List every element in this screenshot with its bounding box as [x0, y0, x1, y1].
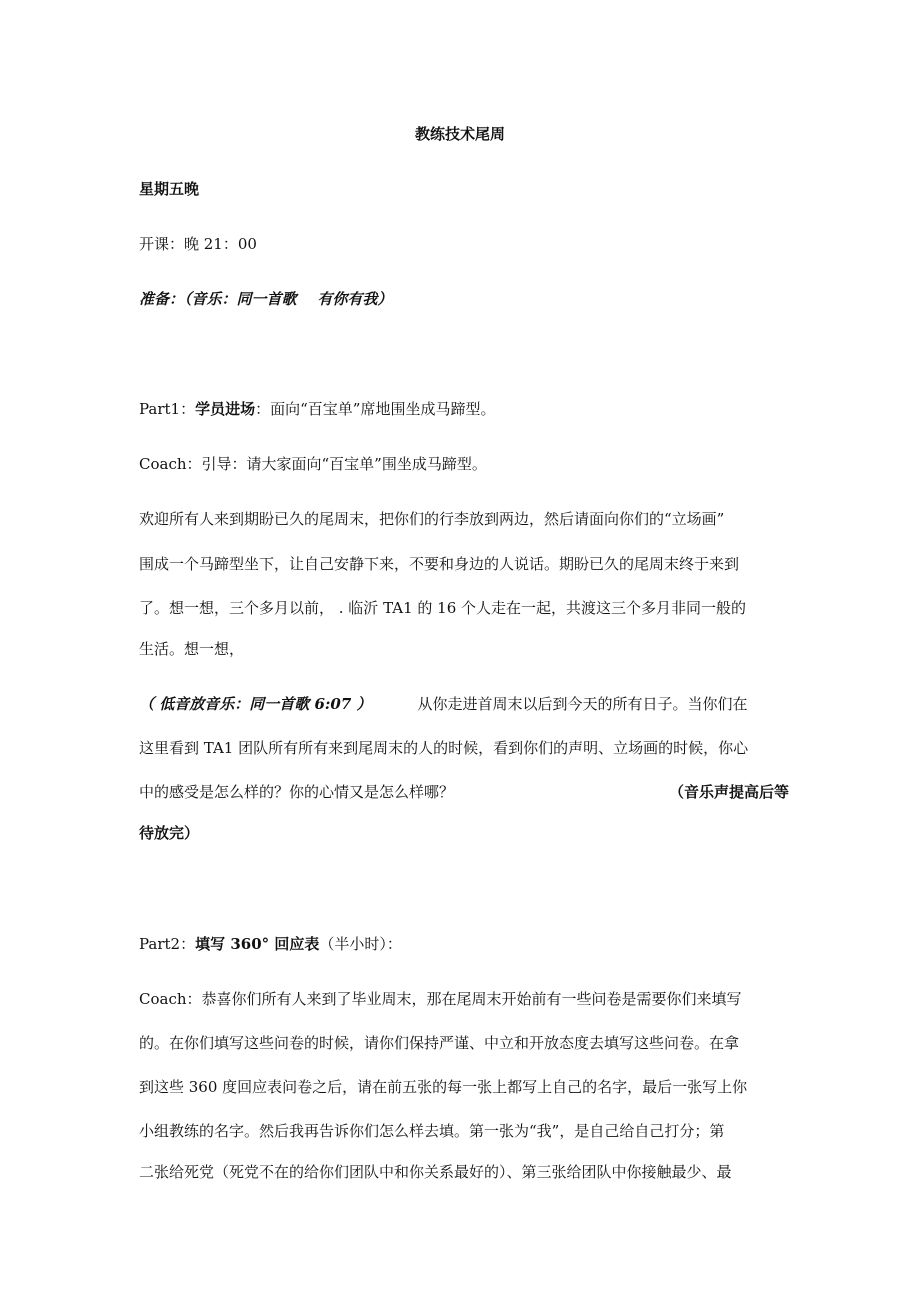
part1-heading	[139, 399, 789, 419]
part2-paragraph-line: 二张给死党（死党不在的给你们团队中和你关系最好的）、第三张给团队中你接触最少、最	[139, 1163, 732, 1181]
part1-coach-line: Coach：引导：请大家面向“百宝单”围坐成马蹄型。	[139, 455, 487, 473]
day-heading: 星期五晚	[139, 180, 200, 198]
part1-label: 学员进场	[195, 400, 256, 418]
music-line-text: 从你走进首周末以后到今天的所有日子。当你们在	[417, 695, 748, 713]
part1-paragraph-line: 了。想一想，三个多月以前， . 临沂 TA1 的 16 个人走在一起，共渡这三个多月非同一般的	[139, 599, 747, 617]
music-note: （音乐声提高后等	[668, 783, 789, 801]
part2-prefix: Part2：	[139, 935, 196, 953]
part2-paragraph-line: 的。在你们填写这些问卷的时候，请你们保持严谨、中立和开放态度去填写这些问卷。在拿	[139, 1034, 740, 1052]
part2-paragraph-line: Coach：恭喜你们所有人来到了毕业周末，那在尾周末开始前有一些问卷是需要你们来填写	[139, 990, 742, 1008]
music-question: 中的感受是怎么样的？你的心情又是怎么样哪？	[139, 783, 455, 801]
part2-paragraph-line: 到这些 360 度回应表问卷之后，请在前五张的每一张上都写上自己的名字，最后一张写上你	[139, 1078, 748, 1096]
paragraph-text: 欢迎所有人来到期盼已久的尾周末，把你们的行李放到两边，然后请面向你们的“立场画”	[139, 510, 725, 528]
music-note-continued: 待放完）	[139, 824, 200, 842]
music-cue-line	[139, 694, 789, 714]
part2-label: 填写 360° 回应表	[195, 935, 320, 953]
preparation-note: 准备：（音乐：同一首歌 有你有我）	[139, 290, 393, 308]
part1-paragraph-line: 围成一个马蹄型坐下，让自己安静下来，不要和身边的人说话。期盼已久的尾周末终于来到	[139, 555, 740, 573]
music-line	[139, 782, 789, 802]
part1-paragraph-line	[139, 509, 789, 529]
part2-heading	[139, 934, 789, 954]
start-time: 开课：晚 21：00	[139, 235, 257, 253]
document-title: 教练技术尾周	[414, 125, 505, 143]
part1-description: ：面向“百宝单”席地围坐成马蹄型。	[255, 400, 496, 418]
part2-duration: （半小时）：	[319, 935, 402, 953]
part1-paragraph-line: 生活。想一想，	[139, 640, 245, 658]
music-cue: （ 低音放音乐：同一首歌 6:07 ）	[139, 695, 372, 713]
music-line: 这里看到 TA1 团队所有所有来到尾周末的人的时候，看到你们的声明、立场画的时候，你心	[139, 739, 749, 757]
part2-paragraph-line: 小组教练的名字。然后我再告诉你们怎么样去填。第一张为“我”，是自己给自己打分；第	[139, 1122, 725, 1140]
part1-prefix: Part1：	[139, 400, 196, 418]
